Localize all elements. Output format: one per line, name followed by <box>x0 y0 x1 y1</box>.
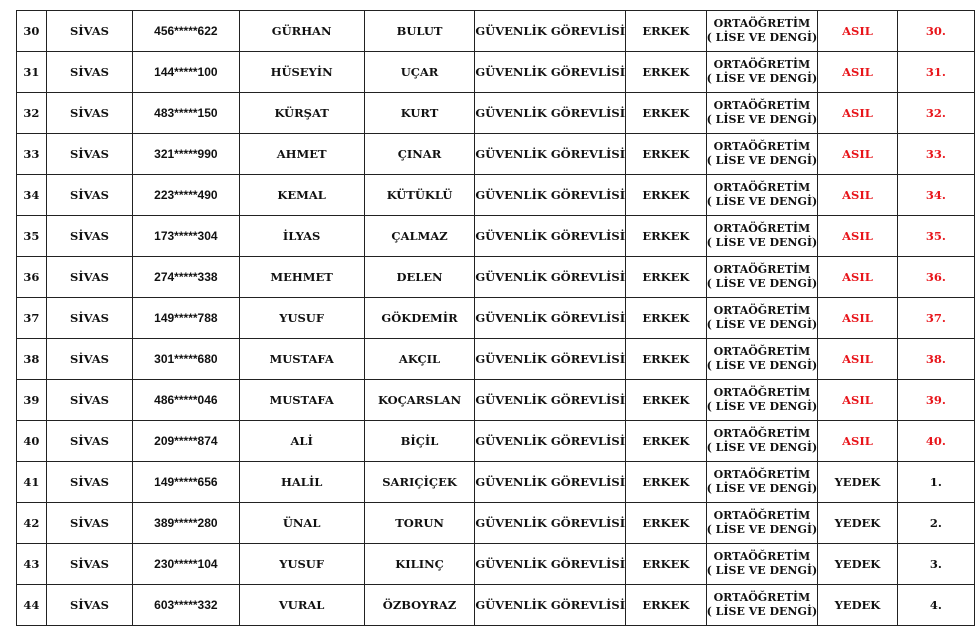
rank-cell: 37. <box>897 298 974 339</box>
first-name-cell: YUSUF <box>239 544 364 585</box>
education-level: ORTAÖĞRETİM <box>713 345 811 358</box>
position-cell: GÜVENLİK GÖREVLİSİ <box>475 134 626 175</box>
education-level: ORTAÖĞRETİM <box>713 99 811 112</box>
position-cell: GÜVENLİK GÖREVLİSİ <box>475 339 626 380</box>
position-cell: GÜVENLİK GÖREVLİSİ <box>475 216 626 257</box>
status-cell: ASIL <box>818 421 898 462</box>
gender-cell: ERKEK <box>626 544 707 585</box>
education-detail: ( LİSE VE DENGİ) <box>706 195 818 208</box>
first-name-cell: İLYAS <box>239 216 364 257</box>
table-body <box>17 11 975 626</box>
first-name-cell: ALİ <box>239 421 364 462</box>
table-row <box>17 257 975 298</box>
education-level: ORTAÖĞRETİM <box>713 509 811 522</box>
position-cell: GÜVENLİK GÖREVLİSİ <box>475 257 626 298</box>
row-number: 30 <box>17 11 47 52</box>
position-cell: GÜVENLİK GÖREVLİSİ <box>475 93 626 134</box>
education-level: ORTAÖĞRETİM <box>713 468 811 481</box>
last-name-cell: AKÇIL <box>364 339 475 380</box>
education-detail: ( LİSE VE DENGİ) <box>706 113 818 126</box>
id-number-cell: 230*****104 <box>133 544 239 585</box>
row-number: 42 <box>17 503 47 544</box>
last-name-cell: BULUT <box>364 11 475 52</box>
position-cell: GÜVENLİK GÖREVLİSİ <box>475 503 626 544</box>
row-number: 37 <box>17 298 47 339</box>
education-detail: ( LİSE VE DENGİ) <box>706 72 818 85</box>
education-cell <box>706 421 818 462</box>
row-number: 34 <box>17 175 47 216</box>
candidate-list-table <box>16 10 975 626</box>
education-level: ORTAÖĞRETİM <box>713 181 811 194</box>
gender-cell: ERKEK <box>626 93 707 134</box>
last-name-cell: KOÇARSLAN <box>364 380 475 421</box>
gender-cell: ERKEK <box>626 52 707 93</box>
id-number-cell: 456*****622 <box>133 11 239 52</box>
position-cell: GÜVENLİK GÖREVLİSİ <box>475 175 626 216</box>
position-cell: GÜVENLİK GÖREVLİSİ <box>475 298 626 339</box>
rank-cell: 1. <box>897 462 974 503</box>
id-number-cell: 144*****100 <box>133 52 239 93</box>
row-number: 36 <box>17 257 47 298</box>
gender-cell: ERKEK <box>626 134 707 175</box>
position-cell: GÜVENLİK GÖREVLİSİ <box>475 462 626 503</box>
rank-cell: 39. <box>897 380 974 421</box>
rank-cell: 38. <box>897 339 974 380</box>
education-level: ORTAÖĞRETİM <box>713 263 811 276</box>
education-level: ORTAÖĞRETİM <box>713 17 811 30</box>
education-level: ORTAÖĞRETİM <box>713 550 811 563</box>
row-number: 32 <box>17 93 47 134</box>
city-cell: SİVAS <box>46 11 132 52</box>
row-number: 39 <box>17 380 47 421</box>
education-cell <box>706 93 818 134</box>
gender-cell: ERKEK <box>626 11 707 52</box>
row-number: 43 <box>17 544 47 585</box>
id-number-cell: 301*****680 <box>133 339 239 380</box>
education-detail: ( LİSE VE DENGİ) <box>706 441 818 454</box>
last-name-cell: ÇINAR <box>364 134 475 175</box>
city-cell: SİVAS <box>46 380 132 421</box>
row-number: 44 <box>17 585 47 626</box>
gender-cell: ERKEK <box>626 585 707 626</box>
last-name-cell: KILINÇ <box>364 544 475 585</box>
status-cell: ASIL <box>818 257 898 298</box>
city-cell: SİVAS <box>46 216 132 257</box>
first-name-cell: KEMAL <box>239 175 364 216</box>
gender-cell: ERKEK <box>626 216 707 257</box>
position-cell: GÜVENLİK GÖREVLİSİ <box>475 544 626 585</box>
last-name-cell: ÇALMAZ <box>364 216 475 257</box>
id-number-cell: 173*****304 <box>133 216 239 257</box>
rank-cell: 40. <box>897 421 974 462</box>
education-level: ORTAÖĞRETİM <box>713 140 811 153</box>
education-detail: ( LİSE VE DENGİ) <box>706 359 818 372</box>
education-cell <box>706 298 818 339</box>
education-detail: ( LİSE VE DENGİ) <box>706 482 818 495</box>
id-number-cell: 149*****656 <box>133 462 239 503</box>
education-cell <box>706 11 818 52</box>
first-name-cell: MUSTAFA <box>239 339 364 380</box>
status-cell: YEDEK <box>818 544 898 585</box>
rank-cell: 35. <box>897 216 974 257</box>
id-number-cell: 209*****874 <box>133 421 239 462</box>
education-detail: ( LİSE VE DENGİ) <box>706 564 818 577</box>
rank-cell: 31. <box>897 52 974 93</box>
gender-cell: ERKEK <box>626 298 707 339</box>
row-number: 31 <box>17 52 47 93</box>
rank-cell: 33. <box>897 134 974 175</box>
city-cell: SİVAS <box>46 52 132 93</box>
table-row <box>17 544 975 585</box>
first-name-cell: VURAL <box>239 585 364 626</box>
status-cell: YEDEK <box>818 585 898 626</box>
first-name-cell: AHMET <box>239 134 364 175</box>
education-detail: ( LİSE VE DENGİ) <box>706 31 818 44</box>
row-number: 35 <box>17 216 47 257</box>
first-name-cell: MEHMET <box>239 257 364 298</box>
first-name-cell: ÜNAL <box>239 503 364 544</box>
status-cell: YEDEK <box>818 462 898 503</box>
last-name-cell: KÜTÜKLÜ <box>364 175 475 216</box>
education-level: ORTAÖĞRETİM <box>713 386 811 399</box>
first-name-cell: MUSTAFA <box>239 380 364 421</box>
position-cell: GÜVENLİK GÖREVLİSİ <box>475 52 626 93</box>
gender-cell: ERKEK <box>626 462 707 503</box>
rank-cell: 30. <box>897 11 974 52</box>
rank-cell: 4. <box>897 585 974 626</box>
position-cell: GÜVENLİK GÖREVLİSİ <box>475 380 626 421</box>
education-cell <box>706 134 818 175</box>
table-row <box>17 585 975 626</box>
first-name-cell: KÜRŞAT <box>239 93 364 134</box>
row-number: 38 <box>17 339 47 380</box>
education-detail: ( LİSE VE DENGİ) <box>706 277 818 290</box>
status-cell: ASIL <box>818 175 898 216</box>
education-cell <box>706 380 818 421</box>
id-number-cell: 274*****338 <box>133 257 239 298</box>
gender-cell: ERKEK <box>626 380 707 421</box>
id-number-cell: 321*****990 <box>133 134 239 175</box>
status-cell: ASIL <box>818 380 898 421</box>
education-cell <box>706 544 818 585</box>
last-name-cell: ÖZBOYRAZ <box>364 585 475 626</box>
id-number-cell: 486*****046 <box>133 380 239 421</box>
last-name-cell: KURT <box>364 93 475 134</box>
position-cell: GÜVENLİK GÖREVLİSİ <box>475 585 626 626</box>
last-name-cell: UÇAR <box>364 52 475 93</box>
status-cell: ASIL <box>818 339 898 380</box>
table-row <box>17 52 975 93</box>
education-level: ORTAÖĞRETİM <box>713 58 811 71</box>
row-number: 40 <box>17 421 47 462</box>
education-cell <box>706 339 818 380</box>
city-cell: SİVAS <box>46 93 132 134</box>
education-detail: ( LİSE VE DENGİ) <box>706 523 818 536</box>
gender-cell: ERKEK <box>626 339 707 380</box>
table-row <box>17 298 975 339</box>
row-number: 41 <box>17 462 47 503</box>
id-number-cell: 149*****788 <box>133 298 239 339</box>
education-cell <box>706 52 818 93</box>
status-cell: YEDEK <box>818 503 898 544</box>
status-cell: ASIL <box>818 11 898 52</box>
status-cell: ASIL <box>818 134 898 175</box>
rank-cell: 36. <box>897 257 974 298</box>
city-cell: SİVAS <box>46 175 132 216</box>
city-cell: SİVAS <box>46 339 132 380</box>
status-cell: ASIL <box>818 298 898 339</box>
table-row <box>17 134 975 175</box>
gender-cell: ERKEK <box>626 257 707 298</box>
education-detail: ( LİSE VE DENGİ) <box>706 154 818 167</box>
last-name-cell: DELEN <box>364 257 475 298</box>
table-row <box>17 421 975 462</box>
last-name-cell: GÖKDEMİR <box>364 298 475 339</box>
gender-cell: ERKEK <box>626 421 707 462</box>
education-cell <box>706 257 818 298</box>
city-cell: SİVAS <box>46 544 132 585</box>
city-cell: SİVAS <box>46 462 132 503</box>
city-cell: SİVAS <box>46 257 132 298</box>
education-level: ORTAÖĞRETİM <box>713 591 811 604</box>
education-level: ORTAÖĞRETİM <box>713 304 811 317</box>
education-cell <box>706 175 818 216</box>
last-name-cell: BİÇİL <box>364 421 475 462</box>
position-cell: GÜVENLİK GÖREVLİSİ <box>475 421 626 462</box>
row-number: 33 <box>17 134 47 175</box>
city-cell: SİVAS <box>46 298 132 339</box>
city-cell: SİVAS <box>46 421 132 462</box>
status-cell: ASIL <box>818 52 898 93</box>
last-name-cell: TORUN <box>364 503 475 544</box>
first-name-cell: HALİL <box>239 462 364 503</box>
rank-cell: 32. <box>897 93 974 134</box>
education-detail: ( LİSE VE DENGİ) <box>706 605 818 618</box>
table-row <box>17 93 975 134</box>
education-cell <box>706 462 818 503</box>
position-cell: GÜVENLİK GÖREVLİSİ <box>475 11 626 52</box>
education-cell <box>706 503 818 544</box>
id-number-cell: 483*****150 <box>133 93 239 134</box>
first-name-cell: HÜSEYİN <box>239 52 364 93</box>
gender-cell: ERKEK <box>626 175 707 216</box>
education-detail: ( LİSE VE DENGİ) <box>706 318 818 331</box>
education-detail: ( LİSE VE DENGİ) <box>706 236 818 249</box>
id-number-cell: 389*****280 <box>133 503 239 544</box>
education-detail: ( LİSE VE DENGİ) <box>706 400 818 413</box>
first-name-cell: GÜRHAN <box>239 11 364 52</box>
id-number-cell: 603*****332 <box>133 585 239 626</box>
education-cell <box>706 585 818 626</box>
status-cell: ASIL <box>818 216 898 257</box>
id-number-cell: 223*****490 <box>133 175 239 216</box>
table-row <box>17 11 975 52</box>
city-cell: SİVAS <box>46 503 132 544</box>
status-cell: ASIL <box>818 93 898 134</box>
rank-cell: 3. <box>897 544 974 585</box>
first-name-cell: YUSUF <box>239 298 364 339</box>
table-row <box>17 339 975 380</box>
city-cell: SİVAS <box>46 585 132 626</box>
education-level: ORTAÖĞRETİM <box>713 222 811 235</box>
city-cell: SİVAS <box>46 134 132 175</box>
table-row <box>17 503 975 544</box>
table-row <box>17 216 975 257</box>
table-row <box>17 175 975 216</box>
rank-cell: 34. <box>897 175 974 216</box>
rank-cell: 2. <box>897 503 974 544</box>
gender-cell: ERKEK <box>626 503 707 544</box>
table-row <box>17 462 975 503</box>
education-level: ORTAÖĞRETİM <box>713 427 811 440</box>
last-name-cell: SARIÇİÇEK <box>364 462 475 503</box>
table-row <box>17 380 975 421</box>
education-cell <box>706 216 818 257</box>
